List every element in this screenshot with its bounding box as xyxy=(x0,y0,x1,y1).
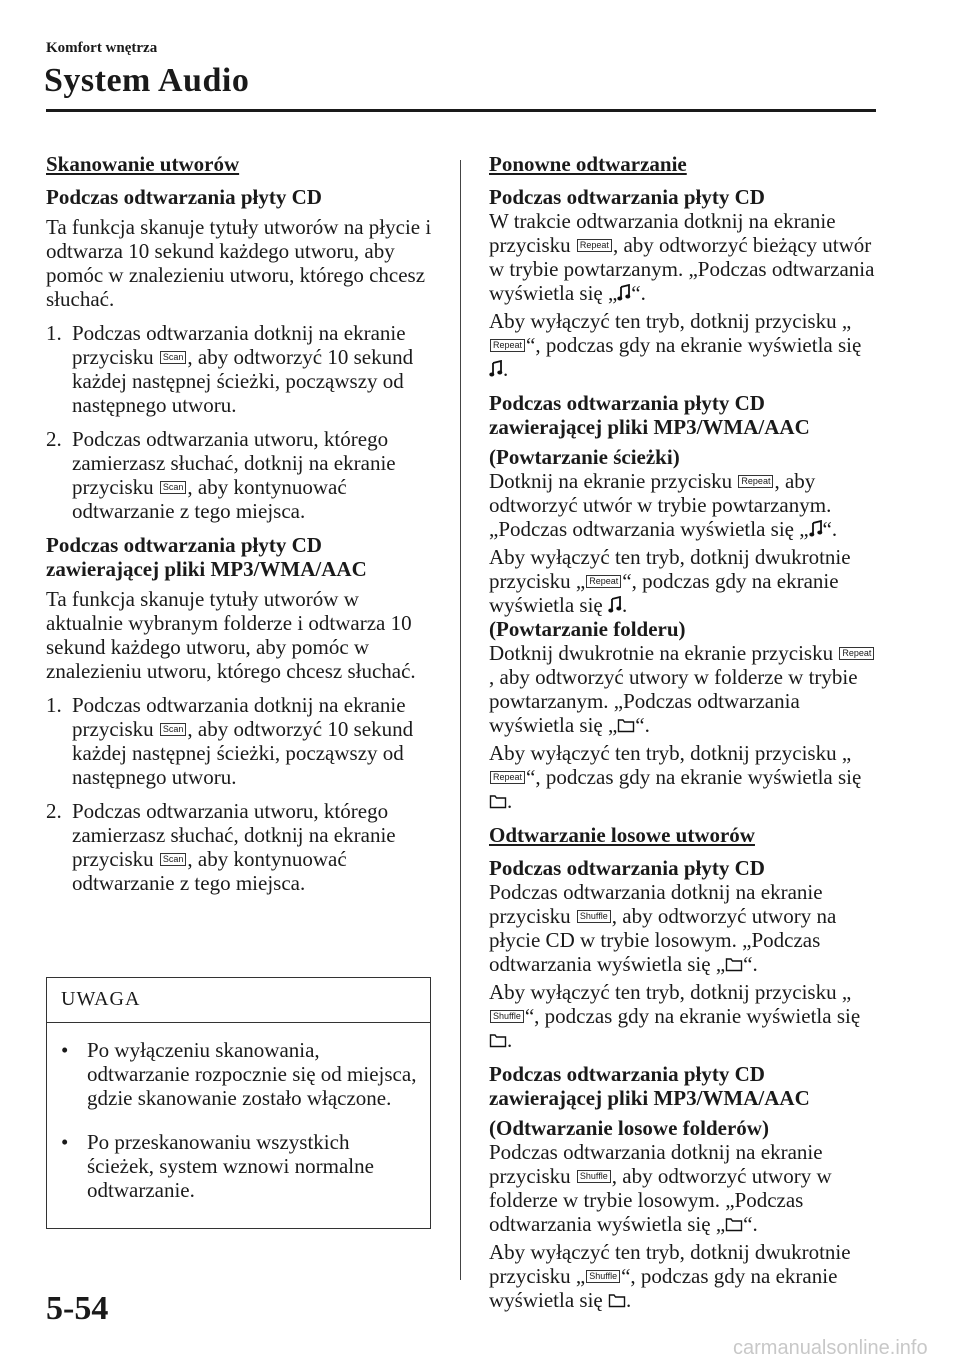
scan-heading: Skanowanie utworów xyxy=(46,152,240,176)
random-mp3-heading: Podczas odtwarzania płyty CD zawierającej pliki MP3/WMA/AAC xyxy=(489,1062,810,1110)
repeat-heading: Ponowne odtwarzanie xyxy=(489,152,687,176)
repeat-folder-off-text: Aby wyłączyć ten tryb, dotknij przycisku „Repeat “, podczas gdy na ekranie wyświetla się . xyxy=(489,741,862,813)
step-text: Podczas odtwarzania dotknij na ekranie przycisku xyxy=(72,693,406,741)
random-folder-off-text: Aby wyłączyć ten tryb, dotknij dwukrotnie przycisku „ Shuffle “, podczas gdy na ekranie wyświetla się . xyxy=(489,1240,851,1312)
repeat-button: Repeat xyxy=(490,339,525,352)
repeat-folder-subheading: (Powtarzanie folderu) xyxy=(489,617,686,641)
repeat-button: Repeat xyxy=(586,575,621,588)
note-text: Po wyłączeniu skanowania, odtwarzanie rozpocznie się od miejsca, gdzie skanowanie zostało włączone. xyxy=(87,1038,417,1110)
scan-button: Scan xyxy=(160,723,187,736)
step-number: 2. xyxy=(46,427,62,451)
step-text: , aby odtworzyć 10 sekund każdej następnej ścieżki, począwszy od następnego utworu. xyxy=(72,717,414,789)
repeat-button: Repeat xyxy=(839,647,874,660)
shuffle-button: Shuffle xyxy=(586,1270,620,1283)
right-column xyxy=(489,152,879,1312)
random-cd-off-text: Aby wyłączyć ten tryb, dotknij przycisku „Shuffle “, podczas gdy na ekranie wyświetla się . xyxy=(489,980,861,1052)
step-text: Podczas odtwarzania dotknij na ekranie przycisku xyxy=(72,321,406,369)
repeat-button: Repeat xyxy=(738,475,773,488)
list-item xyxy=(59,1038,419,1110)
note-title: UWAGA xyxy=(61,988,141,1010)
left-column xyxy=(46,152,432,905)
list-item xyxy=(46,799,432,895)
scan-button: Scan xyxy=(160,853,187,866)
step-number: 1. xyxy=(46,321,62,345)
folder-icon xyxy=(608,1292,626,1308)
bullet: • xyxy=(61,1038,69,1062)
scan-mp3-heading: Podczas odtwarzania płyty CD zawierającej pliki MP3/WMA/AAC xyxy=(46,533,367,581)
folder-icon xyxy=(725,956,743,972)
folder-icon xyxy=(489,793,507,809)
scan-button: Scan xyxy=(160,481,187,494)
scan-cd-heading: Podczas odtwarzania płyty CD xyxy=(46,185,322,209)
shuffle-button: Shuffle xyxy=(577,910,611,923)
random-folder-text: Podczas odtwarzania dotknij na ekranie przycisku Shuffle , aby odtworzyć utwory w folderze w trybie losowym. „Podczas odtwarzania wyświetla się „ “. xyxy=(489,1140,832,1236)
note-divider xyxy=(47,1022,430,1023)
repeat-track-icon xyxy=(617,284,631,302)
scan-cd-steps xyxy=(46,321,432,523)
repeat-track-icon xyxy=(608,596,622,614)
folder-icon xyxy=(489,1032,507,1048)
list-item xyxy=(46,693,432,789)
repeat-track-off-text: Aby wyłączyć ten tryb, dotknij dwukrotnie przycisku „ Repeat “, podczas gdy na ekranie wyświetla się . xyxy=(489,545,851,617)
step-number: 2. xyxy=(46,799,62,823)
step-text: , aby kontynuować odtwarzanie z tego miejsca. xyxy=(72,475,347,523)
scan-button: Scan xyxy=(160,351,187,364)
list-item xyxy=(59,1130,419,1202)
column-divider xyxy=(460,160,461,1280)
note-text: Po przeskanowaniu wszystkich ścieżek, system wznowi normalne odtwarzanie. xyxy=(87,1130,374,1202)
repeat-button: Repeat xyxy=(490,771,525,784)
watermark: carmanualsonline.info xyxy=(733,1337,928,1359)
repeat-cd-text: W trakcie odtwarzania dotknij na ekranie przycisku Repeat , aby odtworzyć bieżący utwór w trybie powtarzanym. „Podczas odtwarzania wyświetla się „ “. xyxy=(489,209,875,305)
repeat-track-subheading: (Powtarzanie ścieżki) xyxy=(489,445,680,469)
scan-mp3-intro: Ta funkcja skanuje tytuły utworów w aktualnie wybranym folderze i odtwarza 10 sekund każdego utworu, aby pomóc w znalezieniu utworu, którego chcesz słuchać. xyxy=(46,587,416,683)
repeat-cd-heading: Podczas odtwarzania płyty CD xyxy=(489,185,765,209)
random-folder-subheading: (Odtwarzanie losowe folderów) xyxy=(489,1116,769,1140)
repeat-track-text: Dotknij na ekranie przycisku Repeat , aby odtworzyć utwór w trybie powtarzanym. „Podczas odtwarzania wyświetla się „ “. xyxy=(489,469,838,541)
repeat-mp3-heading: Podczas odtwarzania płyty CD zawierającej pliki MP3/WMA/AAC xyxy=(489,391,810,439)
step-number: 1. xyxy=(46,693,62,717)
step-text: , aby odtworzyć 10 sekund każdej następnej ścieżki, począwszy od następnego utworu. xyxy=(72,345,414,417)
section-label: Komfort wnętrza xyxy=(46,40,158,56)
page-number: 5-54 xyxy=(46,1290,109,1327)
shuffle-button: Shuffle xyxy=(490,1010,524,1023)
step-text: Podczas odtwarzania utworu, którego zamierzasz słuchać, dotknij na ekranie przycisku xyxy=(72,427,396,499)
step-text: , aby kontynuować odtwarzanie z tego miejsca. xyxy=(72,847,347,895)
repeat-cd-off-text: Aby wyłączyć ten tryb, dotknij przycisku „Repeat “, podczas gdy na ekranie wyświetla się . xyxy=(489,309,862,381)
list-item xyxy=(46,427,432,523)
folder-icon xyxy=(725,1216,743,1232)
scan-mp3-steps xyxy=(46,693,432,895)
bullet: • xyxy=(61,1130,69,1154)
repeat-button: Repeat xyxy=(577,239,612,252)
header-divider xyxy=(46,109,876,112)
repeat-folder-text: Dotknij dwukrotnie na ekranie przycisku Repeat, aby odtworzyć utwory w folderze w trybie powtarzanym. „Podczas odtwarzania wyświetla się „ “. xyxy=(489,641,879,737)
page-title: System Audio xyxy=(44,62,250,99)
repeat-track-icon xyxy=(489,360,503,378)
random-cd-heading: Podczas odtwarzania płyty CD xyxy=(489,856,765,880)
note-box xyxy=(46,977,431,1229)
random-cd-text: Podczas odtwarzania dotknij na ekranie przycisku Shuffle , aby odtworzyć utwory na płycie CD w trybie losowym. „Podczas odtwarzania wyświetla się „ “. xyxy=(489,880,837,976)
step-text: Podczas odtwarzania utworu, którego zamierzasz słuchać, dotknij na ekranie przycisku xyxy=(72,799,396,871)
folder-icon xyxy=(617,717,635,733)
shuffle-button: Shuffle xyxy=(577,1170,611,1183)
random-heading: Odtwarzanie losowe utworów xyxy=(489,823,755,847)
repeat-track-icon xyxy=(809,520,823,538)
list-item xyxy=(46,321,432,417)
note-list xyxy=(59,1038,419,1222)
scan-cd-intro: Ta funkcja skanuje tytuły utworów na płycie i odtwarza 10 sekund każdego utworu, aby pomóc w znalezieniu utworu, którego chcesz słuchać. xyxy=(46,215,432,311)
